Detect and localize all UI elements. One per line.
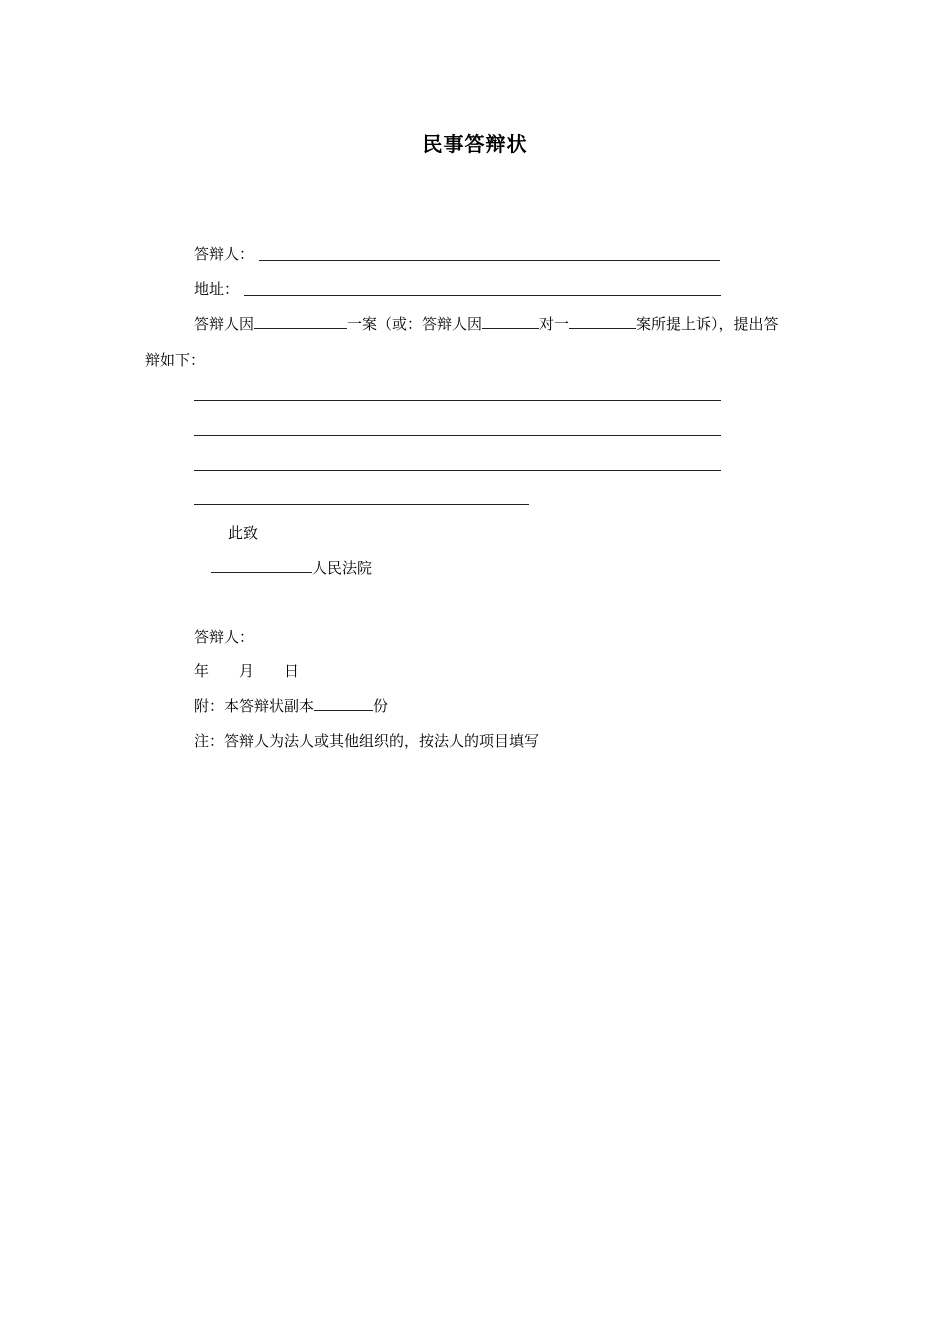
document-title: 民事答辩状 xyxy=(422,132,528,156)
statement-part3: 对一 xyxy=(539,315,570,333)
court-suffix: 人民法院 xyxy=(312,559,373,577)
respondent-label: 答辩人： xyxy=(194,245,255,263)
address-row xyxy=(194,279,239,299)
address-label: 地址： xyxy=(194,280,240,298)
statement-part2: 一案（或：答辩人因 xyxy=(347,315,483,333)
signature-label: 答辩人： xyxy=(194,628,255,646)
respondent-row xyxy=(194,244,254,264)
statement-row xyxy=(194,314,779,334)
defense-line-2[interactable] xyxy=(194,435,721,436)
attachment-suffix: 份 xyxy=(373,697,389,715)
defense-line-3[interactable] xyxy=(194,470,721,471)
note: 注：答辩人为法人或其他组织的，按法人的项目填写 xyxy=(194,732,540,750)
court-name-blank[interactable] xyxy=(211,558,312,573)
statement-part4: 案所提上诉），提出答 xyxy=(636,315,779,333)
appeal-case-blank[interactable] xyxy=(569,314,636,329)
date-label: 年 月 日 xyxy=(194,662,300,680)
case-name-blank[interactable] xyxy=(254,314,347,329)
defense-line-4[interactable] xyxy=(194,504,529,505)
statement-part5: 辩如下： xyxy=(145,351,206,369)
statement-row-2 xyxy=(145,350,205,370)
copies-blank[interactable] xyxy=(314,696,373,711)
court-row xyxy=(211,558,372,578)
respondent-fill-line[interactable] xyxy=(259,260,720,261)
salutation: 此致 xyxy=(228,524,259,542)
attachment-prefix: 附：本答辩状副本 xyxy=(194,697,315,715)
attachment-row xyxy=(194,696,388,716)
address-fill-line[interactable] xyxy=(244,295,721,296)
appellant-blank[interactable] xyxy=(482,314,539,329)
statement-part1: 答辩人因 xyxy=(194,315,255,333)
defense-line-1[interactable] xyxy=(194,400,721,401)
